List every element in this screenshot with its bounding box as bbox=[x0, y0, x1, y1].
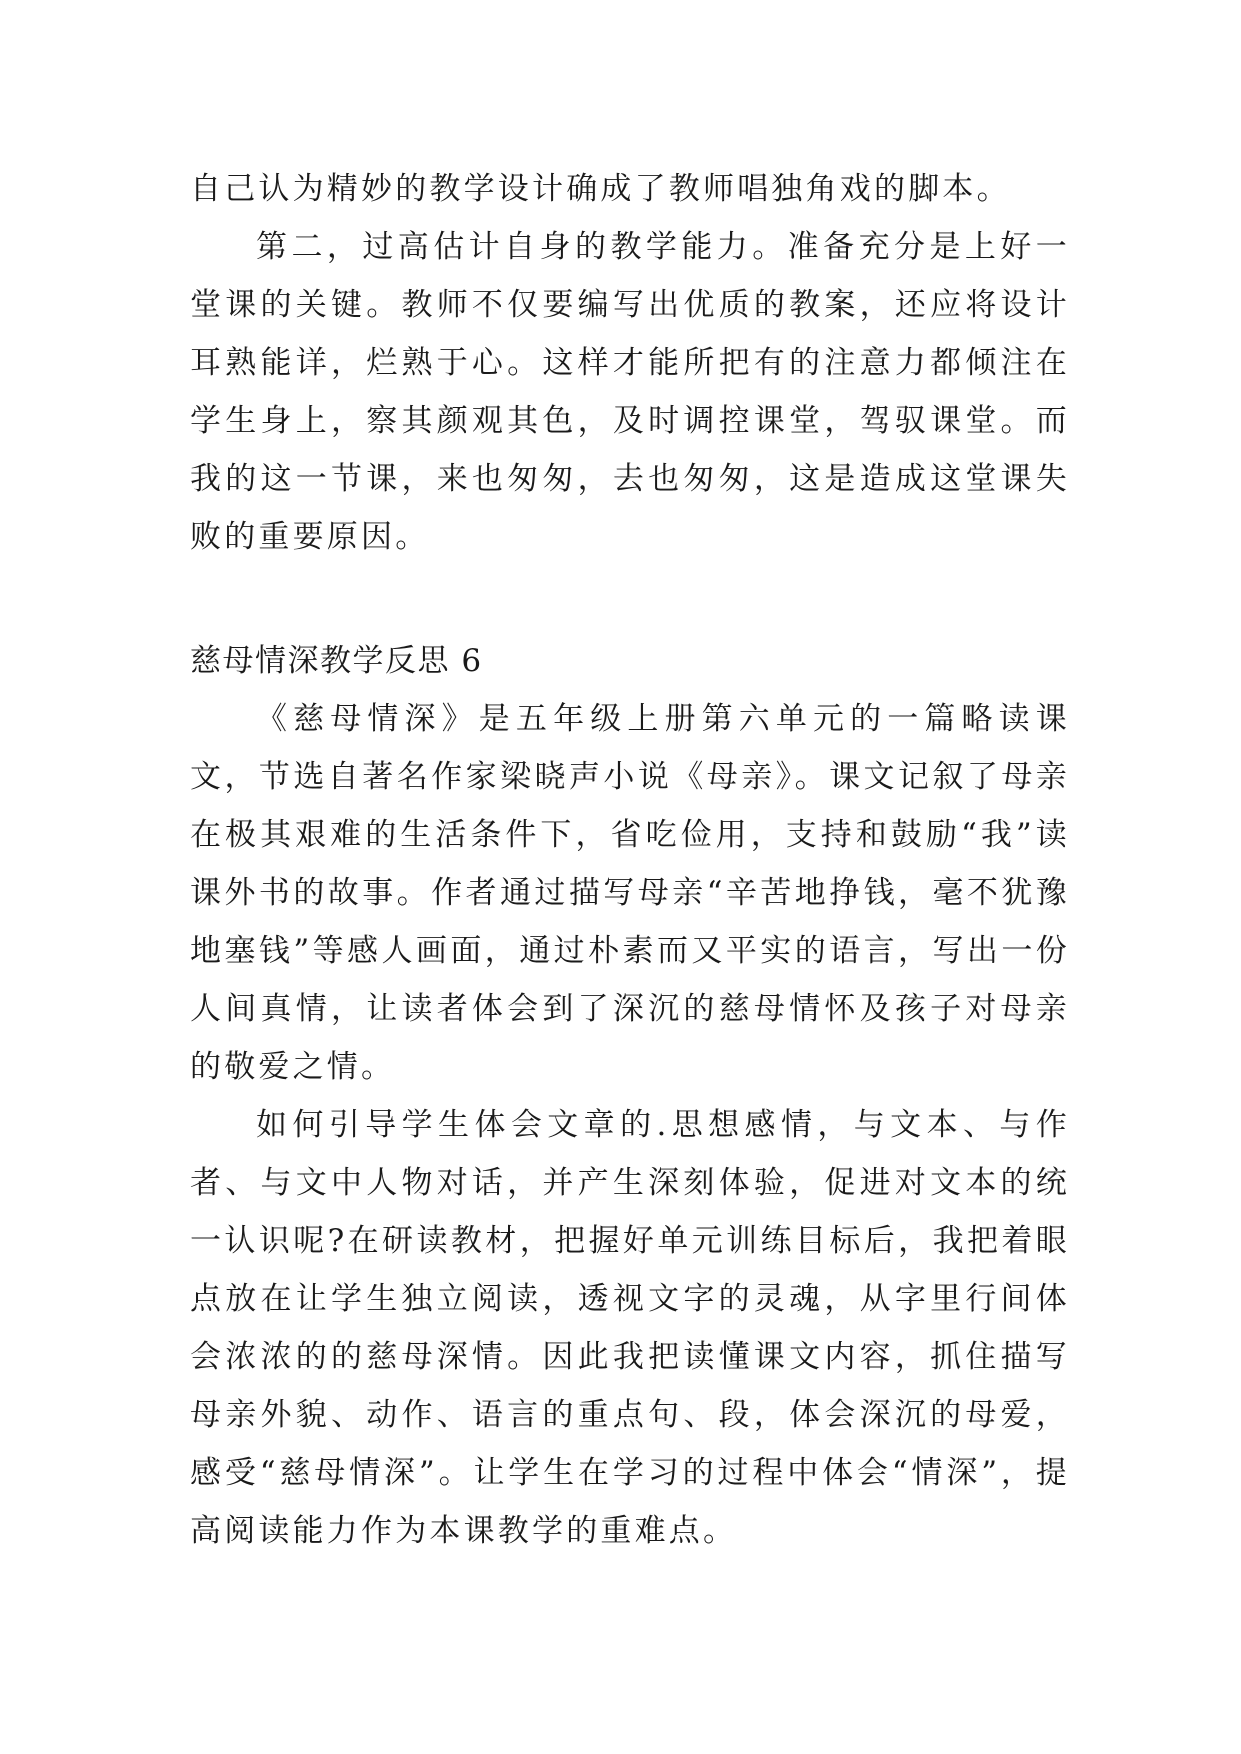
section-spacer bbox=[190, 566, 1070, 632]
paragraph-second-point: 第二，过高估计自身的教学能力。准备充分是上好一堂课的关键。教师不仅要编写出优质的教案，还应将设计耳熟能详，烂熟于心。这样才能所把有的注意力都倾注在学生身上，察其颜观其色，及时调控课堂，驾驭课堂。而我的这一节课，来也匆匆，去也匆匆，这是造成这堂课失败的重要原因。 bbox=[190, 229, 1070, 555]
paragraph-intro: 《慈母情深》是五年级上册第六单元的一篇略读课文，节选自著名作家梁晓声小说《母亲》。课文记叙了母亲在极其艰难的生活条件下，省吃俭用，支持和鼓励“我”读课外书的故事。作者通过描写母亲“辛苦地挣钱，毫不犹豫地塞钱”等感人画面，通过朴素而又平实的语言，写出一份人间真情，让读者体会到了深沉的慈母情怀及孩子对母亲的敬爱之情。 bbox=[190, 701, 1070, 1085]
paragraph-method: 如何引导学生体会文章的.思想感情，与文本、与作者、与文中人物对话，并产生深刻体验，促进对文本的统一认识呢?在研读教材，把握好单元训练目标后，我把着眼点放在让学生独立阅读，透视文字的灵魂，从字里行间体会浓浓的的慈母深情。因此我把读懂课文内容，抓住描写母亲外貌、动作、语言的重点句、段，体会深沉的母爱，感受“慈母情深”。让学生在学习的过程中体会“情深”，提高阅读能力作为本课教学的重难点。 bbox=[190, 1107, 1070, 1549]
section-title: 慈母情深教学反思 6 bbox=[190, 643, 483, 679]
paragraph-continuation: 自己认为精妙的教学设计确成了教师唱独角戏的脚本。 bbox=[190, 171, 1011, 207]
document-page bbox=[190, 160, 1070, 1560]
